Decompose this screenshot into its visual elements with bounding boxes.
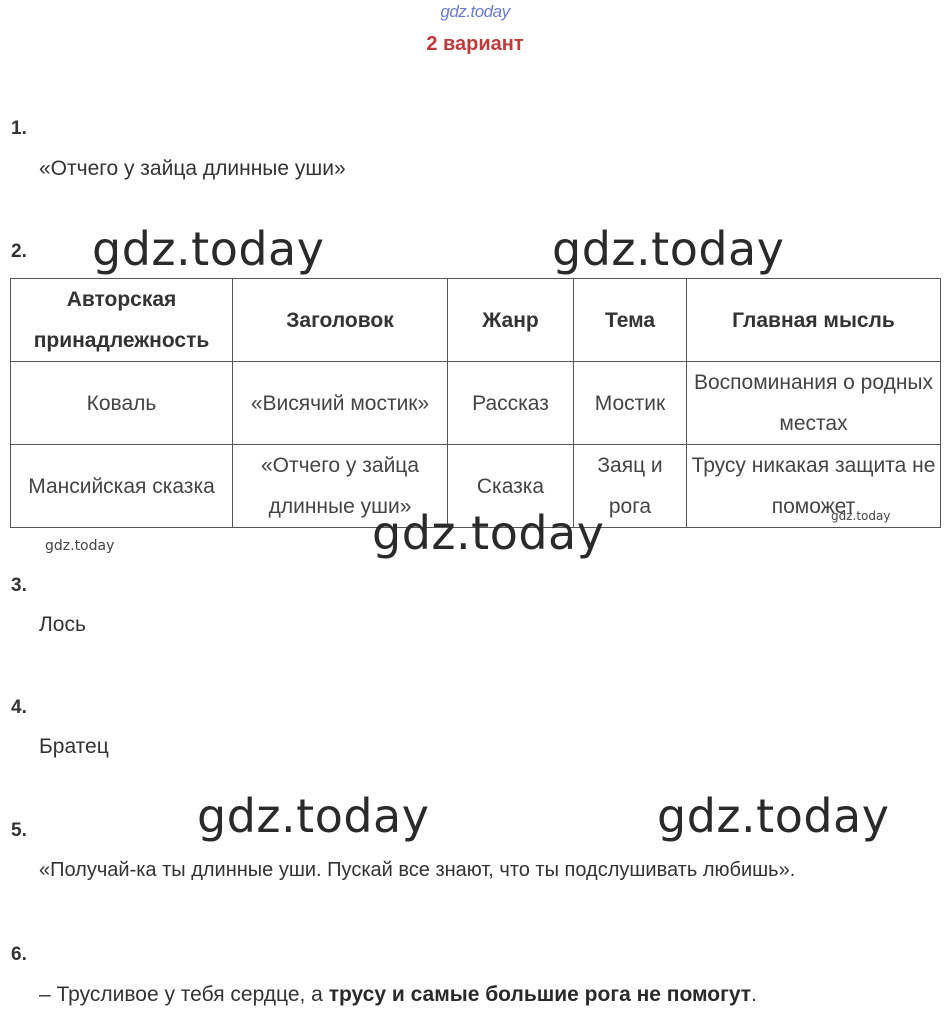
question-2-number: 2. xyxy=(11,241,27,262)
variant-title: 2 вариант xyxy=(426,33,524,55)
table-header-row xyxy=(11,279,941,362)
question-6-answer-suffix: . xyxy=(751,983,757,1006)
watermark: gdz.today xyxy=(92,222,325,276)
watermark: gdz.today xyxy=(552,222,785,276)
question-6-answer-bold: трусу и самые большие рога не помогут xyxy=(328,983,752,1006)
question-5-number: 5. xyxy=(11,820,27,841)
table-cell: Коваль xyxy=(11,362,233,445)
table-cell: Сказка xyxy=(448,445,574,528)
header-genre: Жанр xyxy=(448,279,574,362)
table-cell: Трусу никакая защита не поможет xyxy=(687,445,941,528)
question-6-number: 6. xyxy=(11,944,27,965)
question-1-answer: «Отчего у зайца длинные уши» xyxy=(39,157,346,180)
watermark: gdz.today xyxy=(372,506,605,560)
question-6-answer-prefix: – Трусливое у тебя сердце, а xyxy=(39,983,329,1006)
question-3-number: 3. xyxy=(11,575,27,596)
question-6-answer xyxy=(39,983,757,1007)
table-cell: Рассказ xyxy=(448,362,574,445)
table-cell: Воспоминания о родных местах xyxy=(687,362,941,445)
question-4-number: 4. xyxy=(11,697,27,718)
question-4-answer: Братец xyxy=(39,735,109,758)
watermark: gdz.today xyxy=(197,789,430,843)
watermark: gdz.today xyxy=(657,789,890,843)
table-row xyxy=(11,362,941,445)
table-cell: Заяц и рога xyxy=(574,445,687,528)
header-author: Авторская принадлежность xyxy=(11,279,233,362)
question-5-answer: «Получай-ка ты длинные уши. Пускай все знают, что ты подслушивать любишь». xyxy=(39,859,796,881)
top-watermark: gdz.today xyxy=(440,2,510,21)
table-cell: Мостик xyxy=(574,362,687,445)
literature-table xyxy=(10,278,941,528)
header-main-idea: Главная мысль xyxy=(687,279,941,362)
watermark-small: gdz.today xyxy=(45,538,115,554)
table-cell: «Отчего у зайца длинные уши» xyxy=(233,445,448,528)
watermark-small: gdz.today xyxy=(831,509,891,523)
table-cell: Мансийская сказка xyxy=(11,445,233,528)
table-cell: «Висячий мостик» xyxy=(233,362,448,445)
header-title: Заголовок xyxy=(233,279,448,362)
header-theme: Тема xyxy=(574,279,687,362)
question-1-number: 1. xyxy=(11,118,27,139)
question-3-answer: Лось xyxy=(39,613,86,636)
